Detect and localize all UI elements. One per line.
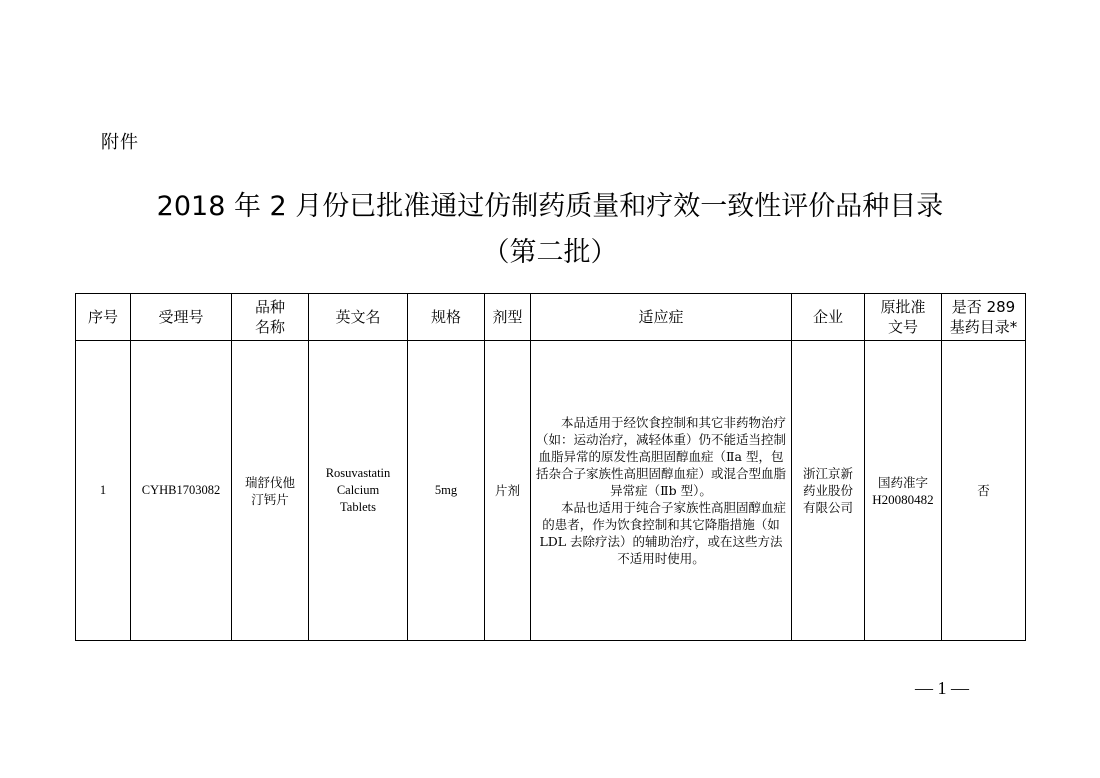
table-header-row xyxy=(76,294,1026,341)
header-approval-line2: 文号 xyxy=(887,318,918,336)
cell-company-line1: 浙江京新 xyxy=(802,466,853,481)
header-strength: 规格 xyxy=(408,294,485,341)
cell-drug-name xyxy=(232,341,309,641)
cell-approval-line1: 国药准字 xyxy=(877,474,928,490)
header-english-name: 英文名 xyxy=(309,294,408,341)
cell-english-name xyxy=(309,341,408,641)
header-dosage-form: 剂型 xyxy=(485,294,531,341)
cell-english-line1: Rosuvastatin xyxy=(325,466,391,480)
cell-acceptance-no: CYHB1703082 xyxy=(131,341,232,641)
header-acceptance-no: 受理号 xyxy=(131,294,232,341)
header-company: 企业 xyxy=(792,294,865,341)
cell-english-line2: Calcium xyxy=(336,483,380,497)
header-essential-line2: 基药目录* xyxy=(949,318,1018,336)
document-title: 2018 年 2 月份已批准通过仿制药质量和疗效一致性评价品种目录 xyxy=(156,191,944,222)
cell-approval-line2: H20080482 xyxy=(872,491,934,507)
cell-drug-name-line1: 瑞舒伐他 xyxy=(244,474,295,490)
header-essential-line1: 是否 289 xyxy=(951,298,1016,316)
cell-indication xyxy=(531,341,792,641)
header-drug-name-line2: 名称 xyxy=(254,318,285,336)
page-number: — 1 — xyxy=(915,678,969,698)
header-approval-no xyxy=(865,294,942,341)
header-drug-name-line1: 品种 xyxy=(254,298,285,316)
header-seq: 序号 xyxy=(76,294,131,341)
document-subtitle: （第二批） xyxy=(482,237,618,268)
cell-english-line3: Tablets xyxy=(340,500,376,514)
drug-catalog-table xyxy=(75,293,1026,641)
cell-seq: 1 xyxy=(76,341,131,641)
header-approval-line1: 原批准 xyxy=(880,298,926,316)
cell-essential: 否 xyxy=(942,341,1026,641)
attachment-label: 附件 xyxy=(101,132,139,153)
cell-drug-name-line2: 汀钙片 xyxy=(251,491,289,507)
cell-company-line3: 有限公司 xyxy=(802,500,853,515)
indication-paragraph-1: 本品适用于经饮食控制和其它非药物治疗（如：运动治疗，减轻体重）仍不能适当控制血脂异常的原发性高胆固醇血症（Ⅱa 型，包括杂合子家族性高胆固醇血症）或混合型血脂异常症（Ⅱb 型）。 xyxy=(535,415,786,498)
header-drug-name xyxy=(232,294,309,341)
header-essential-list xyxy=(942,294,1026,341)
cell-company xyxy=(792,341,865,641)
header-indication: 适应症 xyxy=(531,294,792,341)
indication-paragraph-2: 本品也适用于纯合子家族性高胆固醇血症的患者，作为饮食控制和其它降脂措施（如 LDL 去除疗法）的辅助治疗，或在这些方法不适用时使用。 xyxy=(539,500,786,566)
cell-strength: 5mg xyxy=(408,341,485,641)
cell-company-line2: 药业股份 xyxy=(802,483,853,498)
table-row xyxy=(76,341,1026,641)
cell-dosage-form: 片剂 xyxy=(485,341,531,641)
cell-approval-no xyxy=(865,341,942,641)
